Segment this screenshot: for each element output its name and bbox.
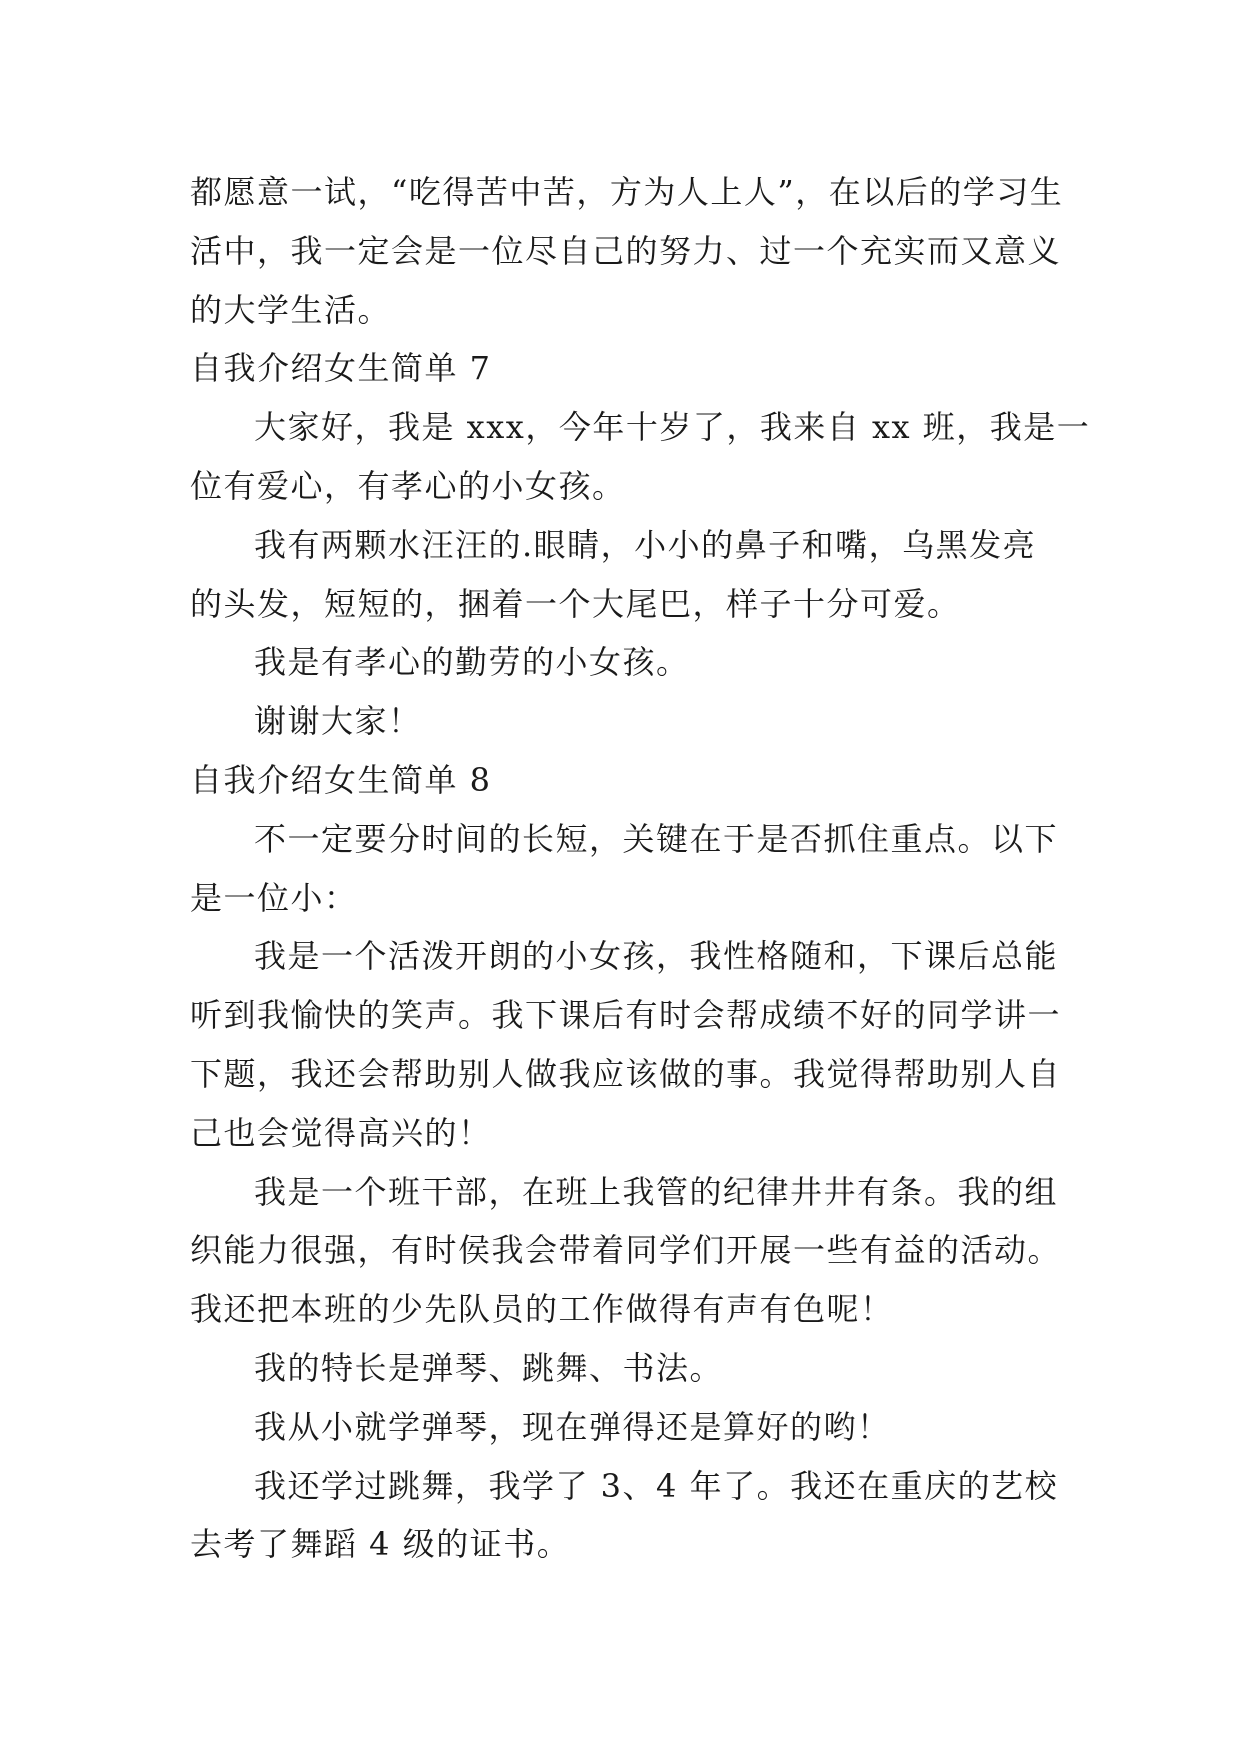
- heading-text: 自我介绍女生简单 8: [190, 760, 492, 799]
- text-line: 不一定要分时间的长短，关键在于是否抓住重点。以下: [254, 819, 1059, 858]
- text-line: 我还把本班的少先队员的工作做得有声有色呢！: [190, 1290, 894, 1329]
- text-line: 的大学生活。: [190, 290, 392, 329]
- text-line: 我还学过跳舞，我学了 3、4 年了。我还在重庆的艺校: [254, 1466, 1059, 1505]
- text-line: 谢谢大家！: [254, 702, 422, 741]
- text-line: 我是一个活泼开朗的小女孩，我性格随和，下课后总能: [254, 937, 1059, 976]
- text-line: 织能力很强，有时侯我会带着同学们开展一些有益的活动。: [190, 1231, 1062, 1270]
- text-line: 我是一个班干部，在班上我管的纪律井井有条。我的组: [254, 1172, 1059, 1211]
- paragraph: [190, 633, 1070, 692]
- paragraph: [190, 1398, 1070, 1457]
- paragraph: [190, 692, 1070, 751]
- text-line: 我有两颗水汪汪的.眼睛，小小的鼻子和嘴，乌黑发亮: [254, 525, 1037, 564]
- text-line: 是一位小：: [190, 878, 358, 917]
- paragraph: [190, 1163, 1070, 1339]
- text-line: 去考了舞蹈 4 级的证书。: [190, 1525, 571, 1564]
- paragraph: [190, 810, 1070, 928]
- text-line: 己也会觉得高兴的！: [190, 1113, 492, 1152]
- text-line: 听到我愉快的笑声。我下课后有时会帮成绩不好的同学讲一: [190, 996, 1062, 1035]
- section-heading-8: [190, 751, 1070, 810]
- text-line: 大家好，我是 xxx，今年十岁了，我来自 xx 班，我是一: [254, 408, 1091, 447]
- paragraph: [190, 398, 1091, 516]
- paragraph: [190, 927, 1070, 1162]
- text-line: 我从小就学弹琴，现在弹得还是算好的哟！: [254, 1407, 891, 1446]
- paragraph: [190, 1457, 1070, 1575]
- text-line: 位有爱心，有孝心的小女孩。: [190, 466, 626, 505]
- section-heading-7: [190, 339, 1070, 398]
- text-line: 下题，我还会帮助别人做我应该做的事。我觉得帮助别人自: [190, 1054, 1062, 1093]
- heading-text: 自我介绍女生简单 7: [190, 349, 492, 388]
- paragraph: [190, 1339, 1070, 1398]
- paragraph-continuation: [190, 163, 1070, 339]
- paragraph: [190, 516, 1070, 634]
- text-line: 都愿意一试，“吃得苦中苦，方为人上人”，在以后的学习生: [190, 173, 1064, 211]
- text-line: 活中，我一定会是一位尽自己的努力、过一个充实而又意义: [190, 231, 1062, 270]
- document-body: [190, 163, 1091, 1574]
- text-line: 的头发，短短的，捆着一个大尾巴，样子十分可爱。: [190, 584, 961, 623]
- text-line: 我是有孝心的勤劳的小女孩。: [254, 643, 690, 682]
- text-line: 我的特长是弹琴、跳舞、书法。: [254, 1348, 724, 1387]
